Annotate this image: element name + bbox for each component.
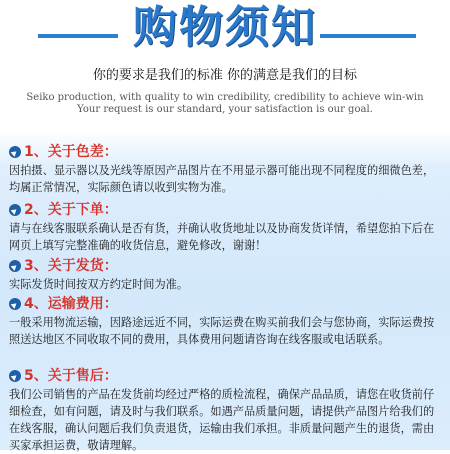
section-body: 因拍摄、显示器以及光线等原因产品图片在不用显示器可能出现不同程度的细微色差，均属正常情况，实际颜色请以收到实物为准。 [9, 164, 435, 194]
section-title: 3、关于发货： [9, 258, 441, 274]
section-freight [9, 296, 441, 348]
english-slogan-line2: Your request is our standard, your satisfaction is our goal. [77, 104, 373, 115]
header [0, 0, 450, 130]
section-body: 请与在线客服联系确认是否有货，并确认收货地址以及协商发货详情，希望您拍下后在网页上填写完整准确的收货信息，避免修改，谢谢！ [9, 222, 435, 252]
arrow-icon [9, 146, 21, 158]
section-ordering [9, 202, 441, 254]
slogan: 你的要求是我们的标准 你的满意是我们的目标 [92, 68, 358, 83]
section-color-difference [9, 144, 441, 196]
section-body: 一般采用物流运输，因路途远近不同，实际运费在购买前我们会与您协商，实际运费按照送达地区不同收取不同的费用，具体费用问题请咨询在线客服或电话联系。 [9, 316, 435, 346]
section-title: 1、关于色差： [9, 144, 441, 160]
info-panel [0, 130, 450, 450]
section-title: 5、关于售后： [9, 368, 441, 384]
english-slogan-line1: Seiko production, with quality to win credibility, credibility to achieve win-win [26, 92, 424, 103]
section-title: 4、运输费用： [9, 296, 441, 312]
arrow-icon [9, 204, 21, 216]
section-title: 2、关于下单： [9, 202, 441, 218]
section-body: 我们公司销售的产品在发货前均经过严格的质检流程，确保产品品质，请您在收货前仔细检查，如有问题，请及时与我们联系。如遇产品质量问题，请提供产品图片给我们的在线客服，确认问题后我们负责退货，运输由我们承担。非质量问题产生的退货，需由买家承担运费，敬请理解。 [9, 388, 435, 452]
section-shipping [9, 258, 441, 293]
arrow-icon [9, 298, 21, 310]
arrow-icon [9, 260, 21, 272]
section-after-sales [9, 368, 441, 454]
section-body: 实际发货时间按双方约定时间为准。 [9, 278, 189, 291]
arrow-icon [9, 370, 21, 382]
page-title: 购物须知 [133, 2, 317, 53]
